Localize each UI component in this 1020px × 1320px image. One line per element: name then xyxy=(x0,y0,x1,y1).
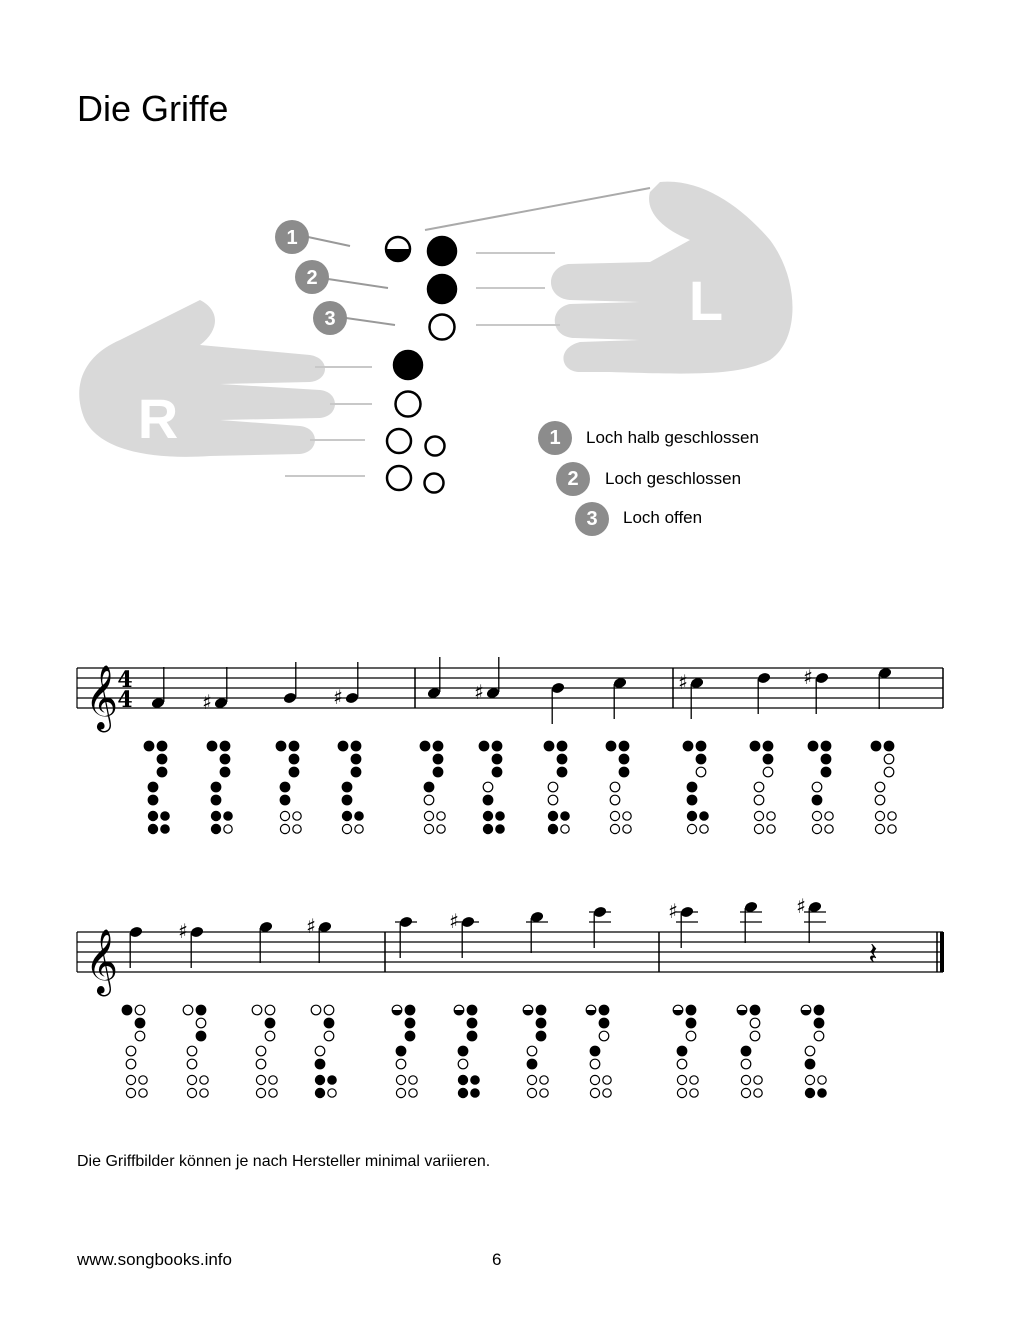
recorder-hand-diagram xyxy=(0,170,1020,570)
fingering-hole-open xyxy=(196,1018,206,1028)
fingering-hole-closed xyxy=(157,767,167,777)
fingering-hole-closed xyxy=(590,1046,600,1056)
fingering-hole-small xyxy=(409,1076,417,1084)
hole-2 xyxy=(428,275,456,303)
page-number: 6 xyxy=(492,1250,502,1269)
callout-badge-1: 1 xyxy=(286,227,298,249)
hole-5 xyxy=(396,392,421,417)
fingering-hole-open xyxy=(875,782,885,792)
fingering-hole-closed xyxy=(884,741,894,751)
fingering-hole-closed xyxy=(557,767,567,777)
fingering-hole-small xyxy=(700,812,708,820)
fingering-hole-closed xyxy=(280,795,290,805)
fingering-hole-small xyxy=(269,1076,277,1084)
fingering-hole-open xyxy=(396,1088,405,1097)
fingering-hole-small xyxy=(818,1076,826,1084)
fingering-hole-open xyxy=(754,824,763,833)
fingering-hole-closed xyxy=(683,741,693,751)
fingering-hole-open xyxy=(293,825,301,833)
fingering-hole-open xyxy=(200,1089,208,1097)
sharp-sign: ♯ xyxy=(306,914,316,938)
fingering-hole-open xyxy=(126,1059,136,1069)
fingering-hole-closed xyxy=(821,754,831,764)
fingering-hole-closed xyxy=(157,754,167,764)
fingering-hole-open xyxy=(767,825,775,833)
fingering-hole-small xyxy=(561,812,569,820)
right-hand-illustration xyxy=(79,300,335,457)
fingering-hole-open xyxy=(424,795,434,805)
fingering-hole-open xyxy=(315,1046,325,1056)
legend-badge: 2 xyxy=(556,462,590,496)
fingering-hole-closed xyxy=(812,795,822,805)
fingering-hole-open xyxy=(623,825,631,833)
fingering-hole-open xyxy=(825,825,833,833)
fingering-hole-small xyxy=(224,812,232,820)
fingering-hole-closed xyxy=(548,824,557,833)
fingering-hole-closed xyxy=(196,1031,206,1041)
fingering-hole-closed xyxy=(599,1018,609,1028)
fingering-hole-open xyxy=(750,1031,760,1041)
fingering-hole-closed xyxy=(467,1031,477,1041)
fingering-hole-closed xyxy=(458,1075,467,1084)
fingering-hole-open xyxy=(396,1075,405,1084)
final-barline xyxy=(940,932,944,972)
fingering-hole-small xyxy=(690,1076,698,1084)
fingering-hole-closed xyxy=(315,1059,325,1069)
fingering-hole-open xyxy=(355,825,363,833)
fingering-hole-open xyxy=(280,811,289,820)
fingering-hole-small xyxy=(139,1076,147,1084)
time-signature-bottom: 4 xyxy=(117,687,133,713)
fingering-hole-open xyxy=(805,1046,815,1056)
fingering-hole-open xyxy=(311,1005,321,1015)
fingering-hole-open xyxy=(610,824,619,833)
fingering-hole-open xyxy=(256,1059,266,1069)
fingering-hole-closed xyxy=(342,811,351,820)
fingering-hole-open xyxy=(527,1075,536,1084)
sharp-sign: ♯ xyxy=(796,894,806,918)
hole-7b xyxy=(425,474,444,493)
fingering-hole-open xyxy=(677,1088,686,1097)
fingering-hole-closed xyxy=(135,1018,145,1028)
fingering-hole-closed xyxy=(696,741,706,751)
fingering-hole-open xyxy=(409,1089,417,1097)
callout-badge-2: 2 xyxy=(306,267,318,289)
fingering-hole-small xyxy=(540,1076,548,1084)
fingering-hole-open xyxy=(696,767,706,777)
fingering-hole-small xyxy=(888,812,896,820)
left-hand-label: L xyxy=(688,269,724,332)
fingering-hole-open xyxy=(812,782,822,792)
legend-text: Loch halb geschlossen xyxy=(586,428,759,447)
fingering-hole-closed xyxy=(220,741,230,751)
fingering-hole-small xyxy=(328,1076,336,1084)
fingering-hole-open xyxy=(342,824,351,833)
fingering-hole-open xyxy=(590,1059,600,1069)
fingering-hole-open xyxy=(265,1005,275,1015)
fingering-hole-closed xyxy=(424,782,434,792)
fingering-hole-open xyxy=(187,1088,196,1097)
legend-text: Loch offen xyxy=(623,508,703,527)
fingering-hole-closed xyxy=(741,1046,751,1056)
fingering-hole-open xyxy=(610,795,620,805)
fingering-hole-open xyxy=(126,1046,136,1056)
sharp-sign: ♯ xyxy=(178,919,188,943)
left-hand-illustration xyxy=(551,182,793,374)
fingering-hole-closed xyxy=(814,1018,824,1028)
fingering-hole-closed xyxy=(871,741,881,751)
fingering-hole-closed xyxy=(536,1018,546,1028)
fingering-hole-open xyxy=(269,1089,277,1097)
fingering-hole-open xyxy=(437,825,445,833)
footnote: Die Griffbilder können je nach Hersteller minimal variieren. xyxy=(77,1153,491,1170)
fingering-hole-open xyxy=(700,825,708,833)
fingering-hole-closed xyxy=(536,1005,546,1015)
fingering-hole-open xyxy=(754,782,764,792)
fingering-hole-closed xyxy=(405,1005,415,1015)
fingering-hole-open xyxy=(677,1059,687,1069)
fingering-hole-closed xyxy=(619,754,629,764)
fingering-hole-open xyxy=(603,1089,611,1097)
fingering-hole-small xyxy=(471,1076,479,1084)
fingering-hole-open xyxy=(561,825,569,833)
fingering-hole-open xyxy=(483,782,493,792)
fingering-hole-open xyxy=(183,1005,193,1015)
fingering-hole-closed xyxy=(220,767,230,777)
fingering-hole-closed xyxy=(492,754,502,764)
fingering-hole-closed xyxy=(351,767,361,777)
fingering-hole-open xyxy=(458,1059,468,1069)
fingering-hole-closed xyxy=(405,1031,415,1041)
hole-6 xyxy=(387,429,411,453)
fingering-hole-closed xyxy=(161,825,169,833)
hole-4 xyxy=(394,351,422,379)
fingering-hole-closed xyxy=(599,1005,609,1015)
fingering-hole-small xyxy=(355,812,363,820)
fingering-hole-open xyxy=(527,1088,536,1097)
fingering-hole-open xyxy=(256,1088,265,1097)
fingering-hole-closed xyxy=(289,754,299,764)
fingering-hole-closed xyxy=(458,1046,468,1056)
fingering-hole-closed xyxy=(338,741,348,751)
fingering-hole-closed xyxy=(687,795,697,805)
fingering-hole-open xyxy=(265,1031,275,1041)
legend-text: Loch geschlossen xyxy=(605,469,742,488)
hole-6b xyxy=(426,437,445,456)
fingering-hole-closed xyxy=(433,741,443,751)
legend-badge: 3 xyxy=(575,502,609,536)
fingering-hole-closed xyxy=(289,741,299,751)
sharp-sign: ♯ xyxy=(678,670,688,694)
fingering-hole-closed xyxy=(677,1046,687,1056)
fingering-hole-open xyxy=(610,811,619,820)
fingering-hole-open xyxy=(875,795,885,805)
fingering-hole-closed xyxy=(527,1059,537,1069)
fingering-hole-closed xyxy=(548,811,557,820)
time-signature-top: 4 xyxy=(117,667,133,693)
fingering-hole-closed xyxy=(619,741,629,751)
fingering-hole-open xyxy=(763,767,773,777)
fingering-hole-open xyxy=(805,1075,814,1084)
fingering-hole-closed xyxy=(342,795,352,805)
fingering-hole-open xyxy=(187,1075,196,1084)
fingering-hole-open xyxy=(884,767,894,777)
fingering-hole-closed xyxy=(686,1018,696,1028)
fingering-hole-small xyxy=(437,812,445,820)
fingering-hole-closed xyxy=(405,1018,415,1028)
right-hand-label: R xyxy=(137,387,179,450)
fingering-hole-open xyxy=(396,1059,406,1069)
fingering-hole-small xyxy=(754,1076,762,1084)
fingering-hole-open xyxy=(875,811,884,820)
fingering-hole-closed xyxy=(814,1005,824,1015)
fingering-hole-closed xyxy=(433,754,443,764)
hole-1 xyxy=(428,237,456,265)
fingering-hole-open xyxy=(754,811,763,820)
fingering-hole-closed xyxy=(808,741,818,751)
fingering-hole-closed xyxy=(433,767,443,777)
fingering-hole-closed xyxy=(696,754,706,764)
fingering-hole-closed xyxy=(492,767,502,777)
fingering-hole-closed xyxy=(544,741,554,751)
quarter-rest: 𝄽 xyxy=(868,937,878,972)
fingering-hole-closed xyxy=(211,824,220,833)
fingering-hole-closed xyxy=(536,1031,546,1041)
fingering-hole-closed xyxy=(821,767,831,777)
fingering-hole-closed xyxy=(315,1088,324,1097)
fingering-hole-closed xyxy=(686,1005,696,1015)
callout-badge-3: 3 xyxy=(324,308,336,330)
fingering-hole-open xyxy=(252,1005,262,1015)
fingering-hole-open xyxy=(814,1031,824,1041)
fingering-hole-open xyxy=(548,782,558,792)
fingering-hole-open xyxy=(888,825,896,833)
fingering-hole-closed xyxy=(763,741,773,751)
fingering-hole-open xyxy=(754,795,764,805)
fingering-hole-closed xyxy=(196,1005,206,1015)
fingering-hole-closed xyxy=(211,782,221,792)
fingering-hole-open xyxy=(690,1089,698,1097)
fingering-hole-closed xyxy=(805,1088,814,1097)
treble-clef: 𝄞 xyxy=(85,929,119,994)
fingering-hole-closed xyxy=(289,767,299,777)
fingering-hole-open xyxy=(256,1046,266,1056)
fingering-hole-closed xyxy=(315,1075,324,1084)
fingering-hole-closed xyxy=(144,741,154,751)
fingering-hole-open xyxy=(677,1075,686,1084)
fingering-hole-closed xyxy=(606,741,616,751)
fingering-hole-open xyxy=(280,824,289,833)
fingering-hole-closed xyxy=(483,795,493,805)
legend-badge: 1 xyxy=(538,421,572,455)
fingering-hole-closed xyxy=(557,741,567,751)
fingering-hole-open xyxy=(754,1089,762,1097)
fingering-hole-closed xyxy=(396,1046,406,1056)
fingering-hole-open xyxy=(135,1005,145,1015)
fingering-hole-closed xyxy=(157,741,167,751)
hole-3 xyxy=(430,315,455,340)
fingering-hole-closed xyxy=(351,754,361,764)
sharp-sign: ♯ xyxy=(202,690,212,714)
fingering-hole-closed xyxy=(211,795,221,805)
fingering-hole-small xyxy=(161,812,169,820)
fingering-hole-open xyxy=(527,1046,537,1056)
fingering-hole-closed xyxy=(342,782,352,792)
fingering-hole-closed xyxy=(483,811,492,820)
treble-clef: 𝄞 xyxy=(85,665,119,730)
hole-7 xyxy=(387,466,411,490)
fingering-hole-closed xyxy=(420,741,430,751)
fingering-hole-closed xyxy=(351,741,361,751)
fingering-hole-closed xyxy=(148,811,157,820)
fingering-hole-closed xyxy=(687,782,697,792)
fingering-hole-closed xyxy=(750,1005,760,1015)
fingering-hole-open xyxy=(741,1075,750,1084)
fingering-hole-closed xyxy=(220,754,230,764)
fingering-hole-open xyxy=(812,824,821,833)
fingering-hole-open xyxy=(328,1089,336,1097)
fingering-hole-open xyxy=(224,825,232,833)
fingering-hole-closed xyxy=(207,741,217,751)
fingering-hole-open xyxy=(687,824,696,833)
fingering-chart xyxy=(0,640,1020,1120)
fingering-hole-closed xyxy=(483,824,492,833)
fingering-hole-open xyxy=(741,1059,751,1069)
fingering-hole-open xyxy=(540,1089,548,1097)
example-holes xyxy=(386,237,456,493)
fingering-hole-open xyxy=(424,811,433,820)
fingering-hole-open xyxy=(548,795,558,805)
fingering-hole-open xyxy=(126,1075,135,1084)
fingering-hole-closed xyxy=(148,824,157,833)
fingering-hole-small xyxy=(293,812,301,820)
fingering-hole-open xyxy=(590,1075,599,1084)
sharp-sign: ♯ xyxy=(449,909,459,933)
fingering-hole-open xyxy=(812,811,821,820)
fingering-hole-closed xyxy=(265,1018,275,1028)
fingering-hole-small xyxy=(496,812,504,820)
fingering-hole-closed xyxy=(763,754,773,764)
fingering-hole-small xyxy=(825,812,833,820)
fingering-hole-open xyxy=(139,1089,147,1097)
fingering-hole-small xyxy=(623,812,631,820)
fingering-hole-open xyxy=(590,1088,599,1097)
sharp-sign: ♯ xyxy=(474,680,484,704)
fingering-hole-open xyxy=(741,1088,750,1097)
fingering-hole-open xyxy=(750,1018,760,1028)
fingering-hole-open xyxy=(686,1031,696,1041)
fingering-hole-closed xyxy=(750,741,760,751)
fingering-hole-closed xyxy=(467,1005,477,1015)
fingering-hole-closed xyxy=(148,795,158,805)
sharp-sign: ♯ xyxy=(668,899,678,923)
fingering-hole-closed xyxy=(492,741,502,751)
fingering-hole-closed xyxy=(496,825,504,833)
fingering-hole-closed xyxy=(467,1018,477,1028)
fingering-hole-open xyxy=(187,1059,197,1069)
fingering-hole-closed xyxy=(211,811,220,820)
fingering-hole-closed xyxy=(818,1089,826,1097)
fingering-hole-open xyxy=(126,1088,135,1097)
fingering-hole-closed xyxy=(280,782,290,792)
fingering-hole-open xyxy=(256,1075,265,1084)
fingering-hole-open xyxy=(610,782,620,792)
sharp-sign: ♯ xyxy=(803,665,813,689)
fingering-hole-closed xyxy=(458,1088,467,1097)
fingering-hole-closed xyxy=(805,1059,815,1069)
fingering-hole-closed xyxy=(687,811,696,820)
fingering-hole-open xyxy=(324,1005,334,1015)
fingering-hole-closed xyxy=(479,741,489,751)
fingering-hole-open xyxy=(599,1031,609,1041)
fingering-hole-closed xyxy=(821,741,831,751)
fingering-hole-closed xyxy=(619,767,629,777)
fingering-hole-open xyxy=(187,1046,197,1056)
fingering-hole-open xyxy=(875,824,884,833)
fingering-hole-open xyxy=(884,754,894,764)
fingering-hole-open xyxy=(424,824,433,833)
fingering-hole-closed xyxy=(324,1018,334,1028)
fingering-hole-small xyxy=(767,812,775,820)
fingering-hole-closed xyxy=(471,1089,479,1097)
fingering-hole-open xyxy=(324,1031,334,1041)
footer-url: www.songbooks.info xyxy=(77,1250,232,1269)
fingering-hole-closed xyxy=(557,754,567,764)
page-title: Die Griffe xyxy=(77,88,229,129)
fingering-hole-closed xyxy=(276,741,286,751)
fingering-hole-open xyxy=(135,1031,145,1041)
sharp-sign: ♯ xyxy=(333,685,343,709)
fingering-hole-closed xyxy=(148,782,158,792)
fingering-hole-small xyxy=(200,1076,208,1084)
fingering-hole-closed xyxy=(122,1005,132,1015)
fingering-hole-small xyxy=(603,1076,611,1084)
